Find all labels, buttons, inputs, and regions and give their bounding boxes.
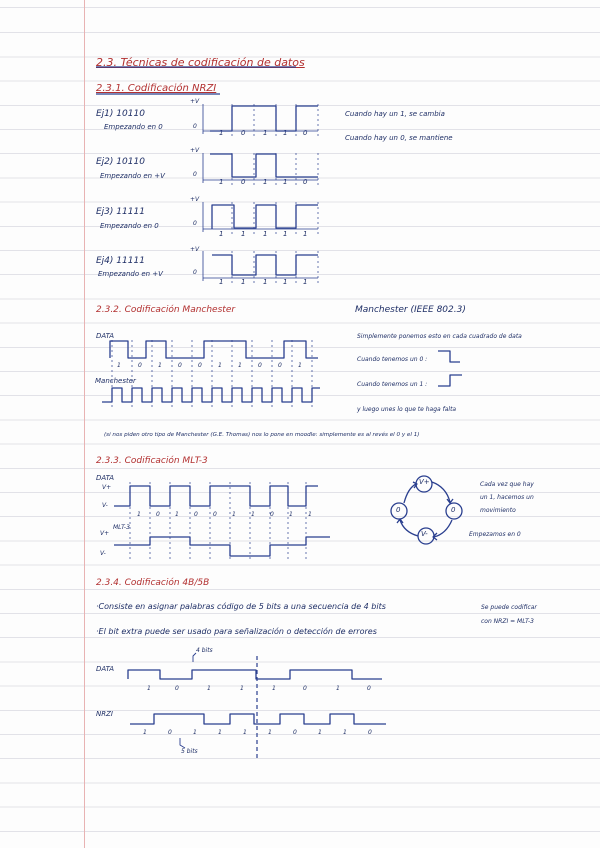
mlt3-data-label: DATA	[96, 474, 115, 482]
nrzi-rule-1: Cuando hay un 1, se cambia	[345, 110, 445, 118]
nrzi-ex4-bit: 1	[241, 278, 246, 286]
nrzi-ex1-axis	[203, 104, 318, 134]
nrzi-ex3-axis	[203, 202, 318, 232]
mlt3-data-wave	[114, 486, 318, 506]
nrzi-ex1-wave	[210, 106, 318, 131]
manchester-data-label: DATA	[96, 332, 115, 340]
mlt3-note-3: movimiento	[480, 507, 516, 514]
nrzi-ex4-bit: 1	[263, 278, 268, 286]
nrzi-ex1-bit: 1	[283, 129, 288, 137]
mlt3-bit: 0	[194, 511, 198, 518]
mlt3-transition-arrow	[433, 520, 452, 540]
nrzi-ex1-note: Empezando en 0	[104, 123, 163, 131]
c4b5b-nrzi-bit: 0	[293, 729, 297, 736]
mlt3-transition-arrow	[404, 482, 417, 503]
c4b5b-bottom-brace	[180, 738, 185, 748]
mlt3-state-left: 0	[396, 506, 401, 514]
mlt3-level-label: V-	[102, 502, 108, 509]
mlt3-signal-label: MLT-3	[113, 524, 130, 531]
nrzi-ex1-low-label: 0	[193, 123, 197, 130]
mlt3-state-bottom-node	[418, 528, 434, 544]
nrzi-ex4-label: Ej4) 11111	[96, 256, 145, 266]
mlt3-bit: 1	[175, 511, 179, 518]
mlt3-note-1: Cada vez que hay	[480, 481, 534, 488]
c4b5b-data-bit: 1	[207, 685, 211, 692]
mlt3-grid	[130, 482, 306, 560]
nrzi-ex1-bit: 1	[263, 129, 268, 137]
nrzi-ex3-bit: 1	[283, 230, 288, 238]
manchester-signal-label: Manchester	[95, 377, 136, 385]
c4b5b-data-bit: 0	[175, 685, 179, 692]
nrzi-ex1-bit: 1	[219, 129, 224, 137]
manchester-bit: 1	[218, 362, 222, 369]
c4b5b-data-bit: 1	[147, 685, 151, 692]
mlt3-note-start: Empezamos en 0	[469, 531, 521, 538]
nrzi-ex4-bit: 1	[283, 278, 288, 286]
nrzi-ex2-low-label: 0	[193, 171, 197, 178]
nrzi-ex2-note: Empezando en +V	[100, 172, 165, 180]
c4b5b-bottom-brace-label: 5 bits	[181, 748, 198, 755]
c4b5b-nrzi-wave	[130, 714, 386, 724]
mlt3-state-top-node	[416, 476, 432, 492]
nrzi-ex3-bit: 1	[303, 230, 308, 238]
mlt3-state-bottom: V-	[421, 530, 428, 538]
c4b5b-heading: 2.3.4. Codificación 4B/5B	[96, 578, 210, 588]
c4b5b-bullet-1: ·Consiste en asignar palabras código de 5 bits a una secuencia de 4 bits	[96, 602, 386, 611]
c4b5b-nrzi-bit: 1	[318, 729, 322, 736]
mlt3-bit: 1	[308, 511, 312, 518]
manchester-note-one: Cuando tenemos un 1 :	[357, 381, 428, 388]
nrzi-ex2-bit: 0	[303, 178, 308, 186]
mlt3-transition-arrow	[397, 519, 418, 536]
nrzi-ex4-note: Empezando en +V	[98, 270, 163, 278]
nrzi-ex1-bit: 0	[241, 129, 246, 137]
manchester-zero-symbol	[438, 351, 460, 362]
mlt3-heading: 2.3.3. Codificación MLT-3	[96, 456, 208, 466]
manchester-standard: Manchester (IEEE 802.3)	[355, 305, 466, 315]
mlt3-signal-wave	[114, 537, 330, 556]
nrzi-ex2-bit: 1	[283, 178, 288, 186]
manchester-one-symbol	[438, 375, 462, 386]
nrzi-ex1-bit: 0	[303, 129, 308, 137]
mlt3-bit: 1	[137, 511, 141, 518]
nrzi-ex4-wave	[212, 255, 318, 275]
nrzi-ex1-label: Ej1) 10110	[96, 109, 145, 119]
nrzi-ex2-label: Ej2) 10110	[96, 157, 145, 167]
mlt3-bit: 1	[289, 511, 293, 518]
mlt3-level-label: V+	[102, 484, 112, 491]
nrzi-heading: 2.3.1. Codificación NRZI	[96, 83, 217, 94]
mlt3-state-right: 0	[451, 506, 456, 514]
c4b5b-data-bit: 1	[336, 685, 340, 692]
nrzi-ex3-label: Ej3) 11111	[96, 207, 145, 217]
mlt3-bit: 0	[213, 511, 217, 518]
c4b5b-nrzi-bit: 1	[243, 729, 247, 736]
manchester-bit: 0	[178, 362, 182, 369]
nrzi-ex2-bit: 1	[263, 178, 268, 186]
c4b5b-top-brace-label: 4 bits	[196, 647, 213, 654]
c4b5b-bullet-2: ·El bit extra puede ser usado para señalización o detección de errores	[96, 627, 377, 636]
manchester-signal-wave	[102, 388, 320, 402]
nrzi-ex3-wave	[212, 205, 318, 229]
c4b5b-side-2: con NRZI = MLT-3	[481, 618, 534, 625]
mlt3-state-right-node	[446, 503, 462, 519]
mlt3-bit: 1	[251, 511, 255, 518]
nrzi-ex3-bit: 1	[263, 230, 268, 238]
manchester-bit: 1	[298, 362, 302, 369]
mlt3-level-label: V+	[100, 530, 110, 537]
c4b5b-data-bit: 0	[367, 685, 371, 692]
mlt3-transition-arrow	[432, 482, 453, 503]
c4b5b-nrzi-bit: 1	[218, 729, 222, 736]
c4b5b-data-wave	[128, 670, 382, 679]
c4b5b-data-bit: 1	[240, 685, 244, 692]
manchester-bit: 1	[158, 362, 162, 369]
nrzi-ex3-bit: 1	[241, 230, 246, 238]
manchester-note-0: Cuando tenemos un 0 :	[357, 356, 428, 363]
c4b5b-data-label: DATA	[96, 665, 115, 673]
manchester-data-wave	[110, 341, 318, 358]
nrzi-rule-0: Cuando hay un 0, se mantiene	[345, 134, 453, 142]
nrzi-ex2-bit: 0	[241, 178, 246, 186]
manchester-note-1: Simplemente ponemos esto en cada cuadrado de data	[357, 333, 522, 340]
page-title: 2.3. Técnicas de codificación de datos	[96, 56, 305, 69]
c4b5b-nrzi-bit: 0	[368, 729, 372, 736]
nrzi-ex4-high-label: +V	[190, 246, 200, 253]
nrzi-ex2-wave	[210, 154, 318, 177]
nrzi-ex1-high-label: +V	[190, 98, 200, 105]
nrzi-ex3-bit: 1	[219, 230, 224, 238]
mlt3-bit: 0	[270, 511, 274, 518]
nrzi-ex3-low-label: 0	[193, 220, 197, 227]
nrzi-ex3-note: Empezando en 0	[100, 222, 159, 230]
manchester-heading: 2.3.2. Codificación Manchester	[96, 305, 236, 315]
c4b5b-nrzi-bit: 1	[268, 729, 272, 736]
manchester-bit: 0	[278, 362, 282, 369]
manchester-bit: 1	[238, 362, 242, 369]
nrzi-ex4-bit: 1	[303, 278, 308, 286]
mlt3-level-label: V-	[100, 550, 106, 557]
mlt3-bit: 0	[156, 511, 160, 518]
manchester-footnote: (si nos piden otro tipo de Manchester (G.E. Thomas) nos lo pone en moodle: simplemente es al revés el 0 y el 1)	[104, 432, 420, 438]
c4b5b-data-bit: 1	[272, 685, 276, 692]
c4b5b-side-1: Se puede codificar	[481, 604, 537, 611]
manchester-bit: 1	[117, 362, 121, 369]
mlt3-state-left-node	[391, 503, 407, 519]
c4b5b-top-brace	[193, 653, 196, 662]
manchester-bit: 0	[198, 362, 202, 369]
nrzi-ex2-high-label: +V	[190, 147, 200, 154]
c4b5b-nrzi-label: NRZI	[96, 710, 113, 718]
manchester-bit: 0	[138, 362, 142, 369]
mlt3-state-top: V+	[419, 478, 430, 486]
c4b5b-nrzi-bit: 0	[168, 729, 172, 736]
nrzi-ex4-bit: 1	[219, 278, 224, 286]
manchester-bit: 0	[258, 362, 262, 369]
nrzi-ex2-axis	[203, 153, 318, 183]
nrzi-ex4-low-label: 0	[193, 269, 197, 276]
c4b5b-nrzi-bit: 1	[143, 729, 147, 736]
mlt3-note-2: un 1, hacemos un	[480, 494, 534, 501]
nrzi-ex3-high-label: +V	[190, 196, 200, 203]
nrzi-ex2-bit: 1	[219, 178, 224, 186]
c4b5b-nrzi-bit: 1	[193, 729, 197, 736]
c4b5b-nrzi-bit: 1	[343, 729, 347, 736]
manchester-note-end: y luego unes lo que te haga falta	[357, 406, 457, 413]
c4b5b-data-bit: 0	[303, 685, 307, 692]
mlt3-bit: 1	[232, 511, 236, 518]
